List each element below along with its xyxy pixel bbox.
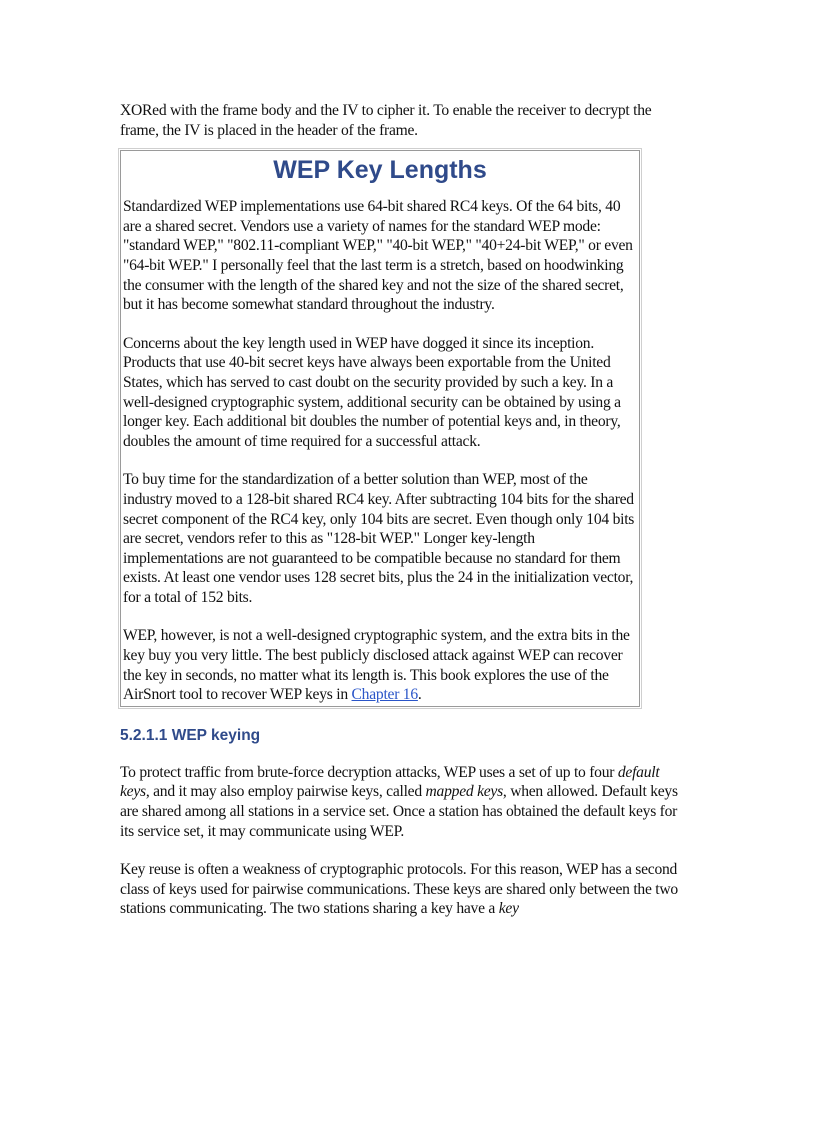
section-heading: 5.2.1.1 WEP keying (120, 726, 261, 744)
sidebar-paragraph-1: Standardized WEP implementations use 64-bit shared RC4 keys. Of the 64 bits, 40 are a shared secret. Vendors use a variety of names for the standard WEP mode: "standard WEP," "802.11-compliant WEP," "40-bit WEP," "40+24-bit WEP," or even "64-bit WEP." I personally feel that the last term is a stretch, based on hoodwinking the consumer with the length of the shared key and not the size of the shared secret, but it has become somewhat standard throughout the industry. (123, 198, 633, 314)
sidebar-paragraph-3: To buy time for the standardization of a better solution than WEP, most of the industry moved to a 128-bit shared RC4 key. After subtracting 104 bits for the shared secret component of the RC4 key, only 104 bits are secret. Even though only 104 bits are secret, vendors refer to this as "128-bit WEP." Longer key-length implementations are not guaranteed to be compatible because no standard for them exists. At least one vendor uses 128 secret bits, plus the 24 in the initialization vector, for a total of 152 bits. (123, 471, 635, 606)
term-default-keys: default keys (120, 763, 660, 801)
section-paragraph-1 (120, 763, 680, 841)
chapter-16-link[interactable]: Chapter 16 (351, 686, 418, 704)
section-paragraph-1-text-a: To protect traffic from brute-force decryption attacks, WEP uses a set of up to four (120, 763, 618, 781)
sidebar-title: WEP Key Lengths (273, 156, 487, 185)
section-paragraph-1-text-c: , when allowed. Default keys are shared among all stations in a service set. Once a station has obtained the default keys for its service set, it may communicate using WEP. (120, 783, 678, 840)
term-mapped-keys: mapped keys (425, 783, 503, 801)
sidebar-paragraph-4-end: . (417, 686, 422, 704)
sidebar-paragraph-2: Concerns about the key length used in WEP have dogged it since its inception. Products that use 40-bit secret keys have always been exportable from the United States, which has served to cast doubt on the security provided by such a key. In a well-designed cryptographic system, additional security can be obtained by using a longer key. Each additional bit doubles the number of potential keys and, in theory, doubles the amount of time required for a successful attack. (123, 334, 621, 450)
section-paragraph-1-text-b: , and it may also employ pairwise keys, called (145, 783, 426, 801)
term-key: key (498, 900, 519, 918)
sidebar-paragraph-4 (123, 626, 637, 704)
sidebar-paragraph-4-text: WEP, however, is not a well-designed cryptographic system, and the extra bits in the key buy you very little. The best publicly disclosed attack against WEP can recover the key in seconds, no matter what its length is. This book explores the use of the AirSnort tool to recover WEP keys in (123, 627, 630, 704)
section-body (120, 763, 680, 919)
page-content (120, 101, 680, 919)
intro-paragraph: XORed with the frame body and the IV to cipher it. To enable the receiver to decrypt the frame, the IV is placed in the header of the frame. (120, 102, 652, 139)
sidebar-box (120, 150, 640, 707)
section-paragraph-2 (120, 860, 680, 919)
section-paragraph-2-text: Key reuse is often a weakness of cryptographic protocols. For this reason, WEP has a second class of keys used for pairwise communications. These keys are shared only between the two stations communicating. The two stations sharing a key have a (120, 861, 678, 918)
